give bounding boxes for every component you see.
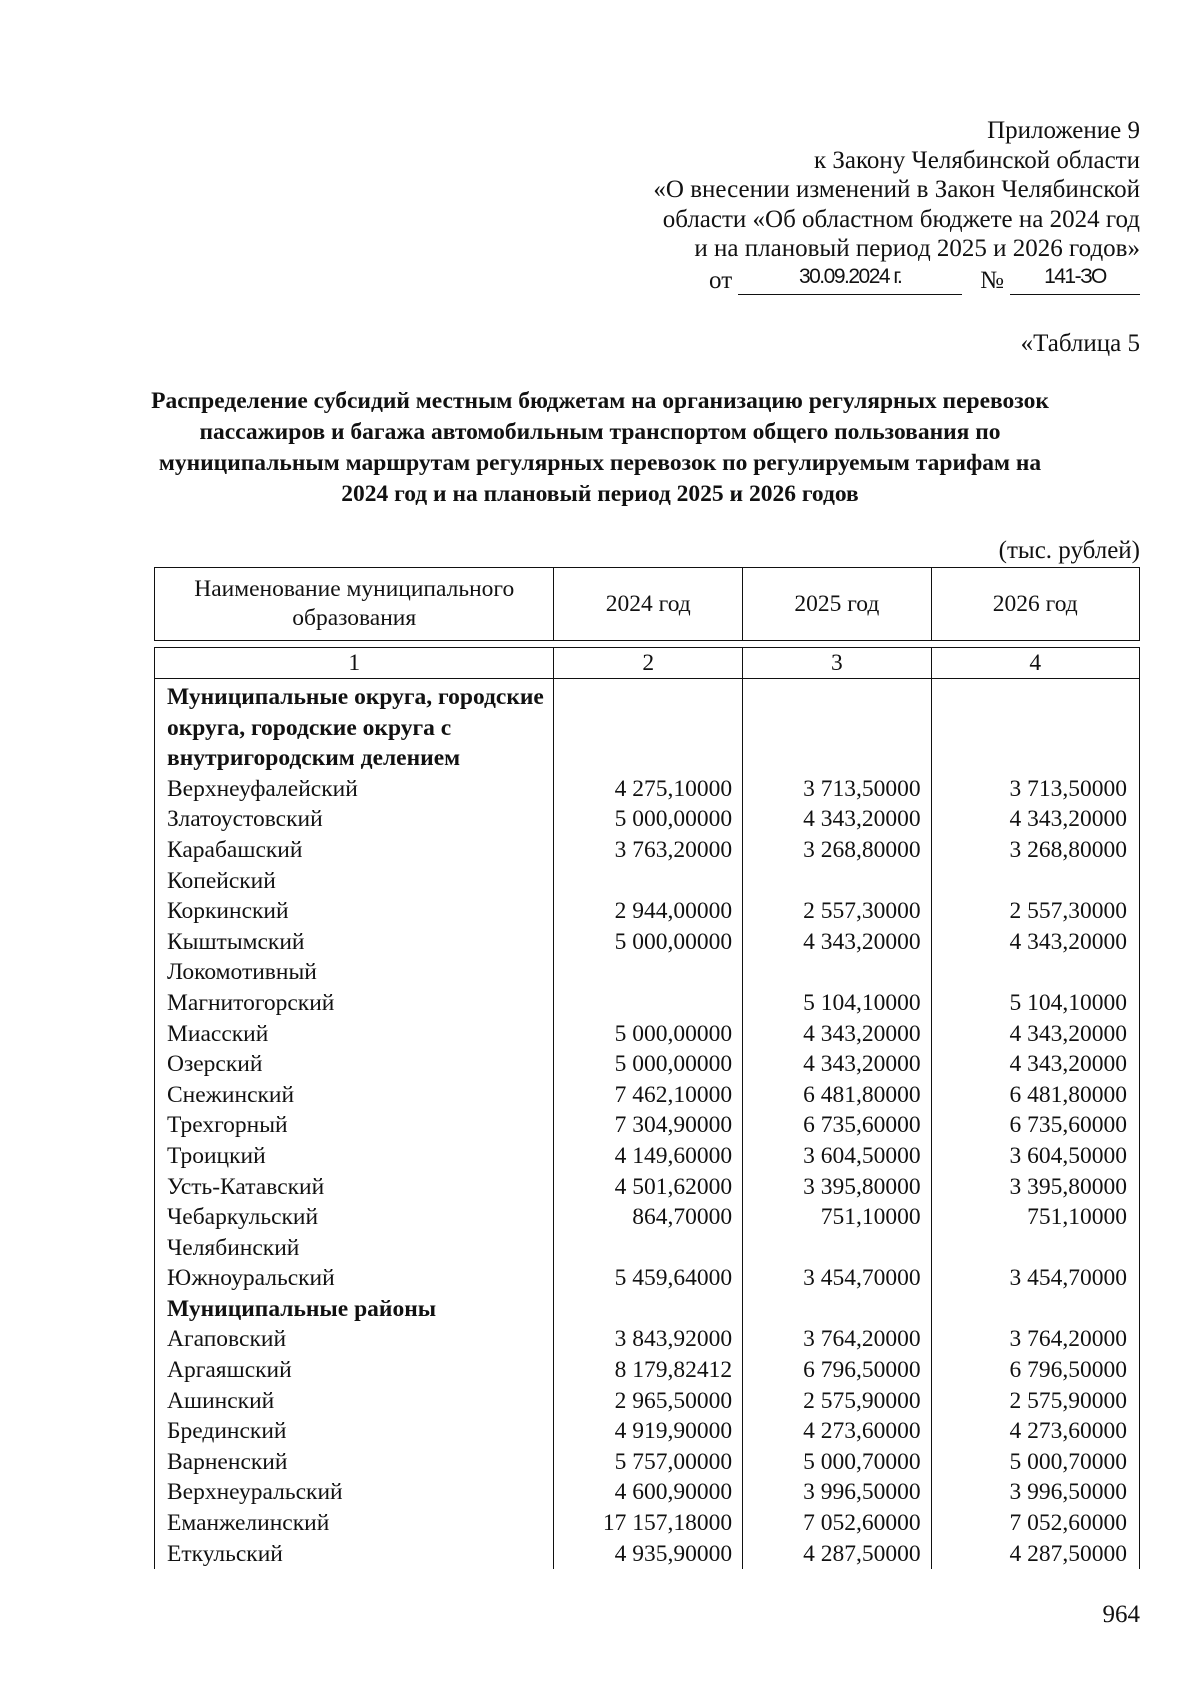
appendix-title: Приложение 9 (987, 117, 1140, 144)
amount-2026: 6 735,60000 (931, 1110, 1139, 1141)
amount-2024: 5 000,00000 (554, 927, 743, 958)
municipality-name: Магнитогорский (155, 988, 554, 1019)
amount-2024: 4 935,90000 (554, 1539, 743, 1570)
amount-2025: 4 343,20000 (743, 927, 932, 958)
municipality-name: Коркинский (155, 896, 554, 927)
table-row (155, 1508, 1140, 1539)
table-row (155, 866, 1140, 897)
header-gap (155, 641, 1140, 648)
amount-2026 (931, 1233, 1139, 1264)
amount-2025: 3 395,80000 (743, 1172, 932, 1203)
municipality-name: Южноуральский (155, 1263, 554, 1294)
amount-2026: 6 796,50000 (931, 1355, 1139, 1386)
amount-2026: 4 287,50000 (931, 1539, 1139, 1570)
empty-cell (931, 1294, 1139, 1325)
amount-2026: 3 713,50000 (931, 774, 1139, 805)
empty-cell (743, 679, 932, 774)
table-row (155, 1110, 1140, 1141)
amount-2025: 3 764,20000 (743, 1324, 932, 1355)
law-date-field (738, 267, 962, 295)
amount-2025: 3 454,70000 (743, 1263, 932, 1294)
law-date-number-line (540, 266, 1140, 296)
amount-2025: 6 481,80000 (743, 1080, 932, 1111)
amount-2025: 751,10000 (743, 1202, 932, 1233)
table-row (155, 1324, 1140, 1355)
amount-2026 (931, 957, 1139, 988)
amount-2024: 3 843,92000 (554, 1324, 743, 1355)
amount-2025: 4 343,20000 (743, 1049, 932, 1080)
amount-2026: 3 395,80000 (931, 1172, 1139, 1203)
amount-2026: 4 343,20000 (931, 927, 1139, 958)
municipality-name: Трехгорный (155, 1110, 554, 1141)
table-row (155, 896, 1140, 927)
table-row (155, 1019, 1140, 1050)
amount-2025: 2 557,30000 (743, 896, 932, 927)
table-row (155, 1172, 1140, 1203)
amount-2024: 7 304,90000 (554, 1110, 743, 1141)
amount-2025 (743, 866, 932, 897)
municipality-name: Верхнеуфалейский (155, 774, 554, 805)
amount-2025: 4 343,20000 (743, 804, 932, 835)
municipality-name: Кыштымский (155, 927, 554, 958)
empty-cell (554, 1294, 743, 1325)
amount-2025: 3 996,50000 (743, 1477, 932, 1508)
amount-2025: 6 796,50000 (743, 1355, 932, 1386)
empty-cell (554, 679, 743, 774)
amount-2026: 4 343,20000 (931, 1049, 1139, 1080)
table-row (155, 1080, 1140, 1111)
amount-2024: 17 157,18000 (554, 1508, 743, 1539)
column-number: 2 (554, 648, 743, 679)
amount-2026: 4 343,20000 (931, 804, 1139, 835)
municipality-name: Карабашский (155, 835, 554, 866)
table-row (155, 988, 1140, 1019)
amount-2024 (554, 957, 743, 988)
table-row (155, 1141, 1140, 1172)
column-number: 4 (931, 648, 1139, 679)
table-row (155, 1355, 1140, 1386)
appendix-header (540, 116, 1140, 295)
table-row (155, 1263, 1140, 1294)
amount-2025: 3 268,80000 (743, 835, 932, 866)
amount-2024: 5 000,00000 (554, 804, 743, 835)
amount-2026: 6 481,80000 (931, 1080, 1139, 1111)
table-row (155, 1202, 1140, 1233)
section-heading-row (155, 1294, 1140, 1325)
appendix-law-line: и на плановый период 2025 и 2026 годов» (694, 235, 1140, 262)
header-2025: 2025 год (743, 568, 932, 641)
amount-2025: 3 713,50000 (743, 774, 932, 805)
municipality-name: Брединский (155, 1416, 554, 1447)
amount-2026: 3 996,50000 (931, 1477, 1139, 1508)
law-number: 141-ЗО (1044, 265, 1106, 288)
unit-label: (тыс. рублей) (998, 537, 1140, 564)
amount-2025: 6 735,60000 (743, 1110, 932, 1141)
municipality-name: Еманжелинский (155, 1508, 554, 1539)
table-row (155, 1416, 1140, 1447)
section-heading-row (155, 679, 1140, 774)
amount-2025: 4 273,60000 (743, 1416, 932, 1447)
page-number: 964 (1102, 1601, 1140, 1628)
table-label: «Таблица 5 (1020, 330, 1140, 357)
table-row (155, 1477, 1140, 1508)
amount-2026: 2 575,90000 (931, 1386, 1139, 1417)
amount-2025: 7 052,60000 (743, 1508, 932, 1539)
table-row (155, 1233, 1140, 1264)
column-number: 3 (743, 648, 932, 679)
municipality-name: Златоустовский (155, 804, 554, 835)
municipality-name: Варненский (155, 1447, 554, 1478)
amount-2024: 864,70000 (554, 1202, 743, 1233)
amount-2025: 4 343,20000 (743, 1019, 932, 1050)
amount-2026: 3 454,70000 (931, 1263, 1139, 1294)
table-row (155, 1049, 1140, 1080)
table-row (155, 835, 1140, 866)
table-row (155, 1447, 1140, 1478)
table-header-row (155, 568, 1140, 641)
amount-2024: 7 462,10000 (554, 1080, 743, 1111)
municipality-name: Снежинский (155, 1080, 554, 1111)
amount-2026: 4 273,60000 (931, 1416, 1139, 1447)
municipality-name: Чебаркульский (155, 1202, 554, 1233)
section-heading: Муниципальные районы (155, 1294, 554, 1325)
municipality-name: Локомотивный (155, 957, 554, 988)
amount-2026: 3 604,50000 (931, 1141, 1139, 1172)
amount-2026: 5 104,10000 (931, 988, 1139, 1019)
amount-2025: 2 575,90000 (743, 1386, 932, 1417)
amount-2024: 3 763,20000 (554, 835, 743, 866)
municipality-name: Троицкий (155, 1141, 554, 1172)
column-number-row (155, 648, 1140, 679)
table-row (155, 927, 1140, 958)
municipality-name: Верхнеуральский (155, 1477, 554, 1508)
municipality-name: Копейский (155, 866, 554, 897)
amount-2025 (743, 957, 932, 988)
amount-2026: 3 268,80000 (931, 835, 1139, 866)
municipality-name: Миасский (155, 1019, 554, 1050)
amount-2024: 4 149,60000 (554, 1141, 743, 1172)
empty-cell (743, 1294, 932, 1325)
amount-2025: 5 104,10000 (743, 988, 932, 1019)
header-2026: 2026 год (931, 568, 1139, 641)
amount-2026: 3 764,20000 (931, 1324, 1139, 1355)
municipality-name: Агаповский (155, 1324, 554, 1355)
table-row (155, 957, 1140, 988)
law-date: 30.09.2024 г. (798, 265, 902, 288)
column-number: 1 (155, 648, 554, 679)
amount-2026: 4 343,20000 (931, 1019, 1139, 1050)
header-2024: 2024 год (554, 568, 743, 641)
section-heading: Муниципальные округа, городские округа, городские округа с внутригородским делением (155, 679, 554, 774)
law-number-field (1010, 267, 1140, 295)
amount-2025: 4 287,50000 (743, 1539, 932, 1570)
municipality-name: Ашинский (155, 1386, 554, 1417)
table-row (155, 774, 1140, 805)
amount-2024: 5 000,00000 (554, 1019, 743, 1050)
number-label: № (980, 266, 1004, 294)
municipality-name: Челябинский (155, 1233, 554, 1264)
amount-2026: 7 052,60000 (931, 1508, 1139, 1539)
amount-2026 (931, 866, 1139, 897)
municipality-name: Озерский (155, 1049, 554, 1080)
amount-2026: 751,10000 (931, 1202, 1139, 1233)
amount-2025: 3 604,50000 (743, 1141, 932, 1172)
appendix-law-line: к Закону Челябинской области (814, 146, 1140, 174)
document-title: Распределение субсидий местным бюджетам на организацию регулярных перевозок пассажиров и багажа автомобильным транспортом общего пользования по муниципальным маршрутам регулярных перевозок по регулируемым тарифам на 2024 год и на плановый период 2025 и 2026 годов (151, 388, 1049, 507)
amount-2026: 2 557,30000 (931, 896, 1139, 927)
appendix-law-line: области «Об областном бюджете на 2024 год (662, 205, 1140, 233)
amount-2025 (743, 1233, 932, 1264)
amount-2024: 5 459,64000 (554, 1263, 743, 1294)
municipality-name: Еткульский (155, 1539, 554, 1570)
amount-2024 (554, 988, 743, 1019)
amount-2024: 4 501,62000 (554, 1172, 743, 1203)
amount-2024: 5 000,00000 (554, 1049, 743, 1080)
table-row (155, 804, 1140, 835)
amount-2024: 4 275,10000 (554, 774, 743, 805)
amount-2024 (554, 866, 743, 897)
appendix-law-line: «О внесении изменений в Закон Челябинской (653, 176, 1140, 203)
table-row (155, 1386, 1140, 1417)
amount-2026: 5 000,70000 (931, 1447, 1139, 1478)
municipality-name: Усть-Катавский (155, 1172, 554, 1203)
amount-2024: 4 600,90000 (554, 1477, 743, 1508)
header-municipality: Наименование муниципального образования (155, 568, 554, 641)
municipality-name: Аргаяшский (155, 1355, 554, 1386)
empty-cell (931, 679, 1139, 774)
table-row (155, 1539, 1140, 1570)
from-label: от (709, 266, 733, 294)
amount-2024: 5 757,00000 (554, 1447, 743, 1478)
amount-2024: 8 179,82412 (554, 1355, 743, 1386)
amount-2024: 2 944,00000 (554, 896, 743, 927)
amount-2024: 4 919,90000 (554, 1416, 743, 1447)
amount-2025: 5 000,70000 (743, 1447, 932, 1478)
subsidy-table (154, 567, 1140, 1569)
amount-2024 (554, 1233, 743, 1264)
amount-2024: 2 965,50000 (554, 1386, 743, 1417)
